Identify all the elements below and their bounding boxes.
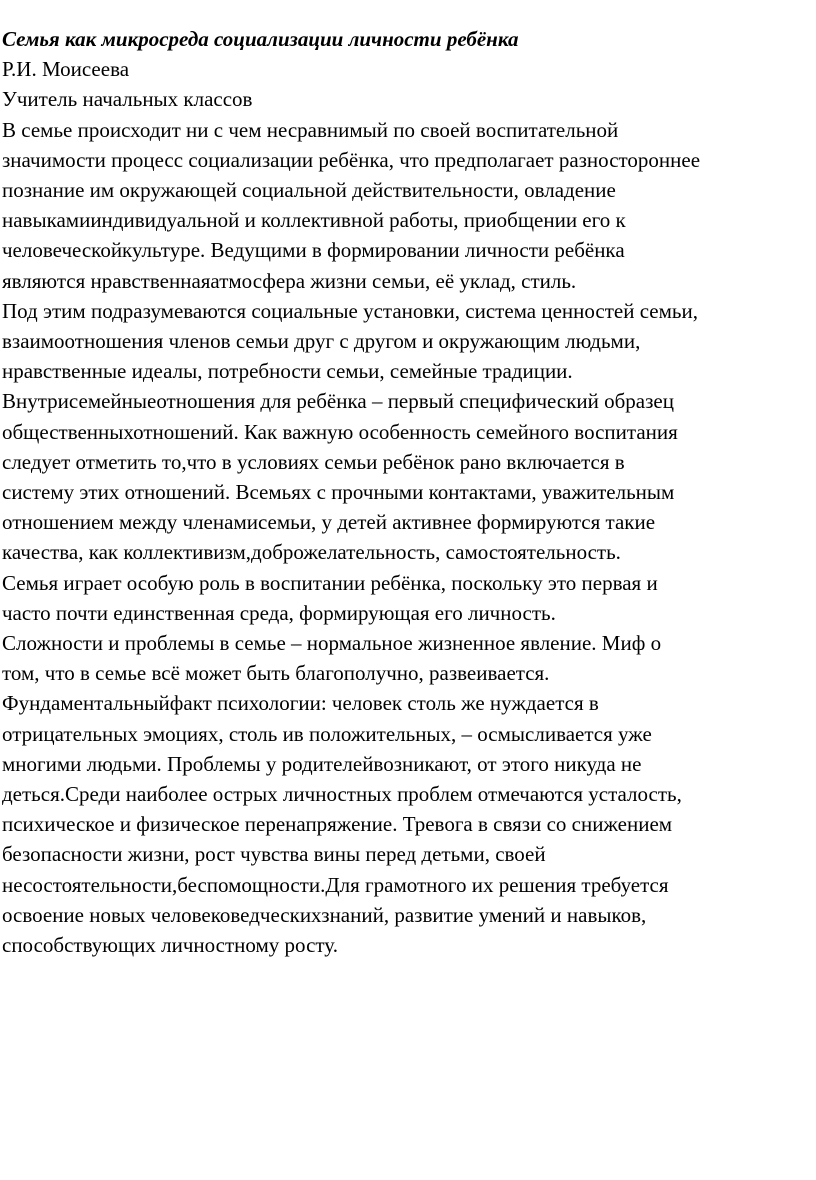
body-line: значимости процесс социализации ребёнка, что предполагает разностороннее xyxy=(2,147,701,172)
body-line: Фундаментальныйфакт психологии: человек столь же нуждается в xyxy=(2,691,599,716)
body-line: В семье происходит ни с чем несравнимый по своей воспитательной xyxy=(2,117,619,142)
body-line: познание им окружающей социальной действительности, овладение xyxy=(2,178,616,203)
body-line: Семья играет особую роль в воспитании ребёнка, поскольку это первая и xyxy=(2,570,658,595)
body-text xyxy=(0,115,816,961)
body-line: Сложности и проблемы в семье – нормальное жизненное явление. Миф о xyxy=(2,631,662,656)
body-line: следует отметить то,что в условиях семьи ребёнок рано включается в xyxy=(2,449,625,474)
body-line: освоение новых человековедческихзнаний, развитие умений и навыков, xyxy=(2,902,647,927)
body-line: отрицательных эмоциях, столь ив положительных, – осмысливается уже xyxy=(2,721,652,746)
body-line: качества, как коллективизм,доброжелательность, самостоятельность. xyxy=(2,540,621,565)
body-line: являются нравственнаяатмосфера жизни семьи, её уклад, стиль. xyxy=(2,268,577,293)
body-line: том, что в семье всё может быть благополучно, развеивается. xyxy=(2,661,550,686)
body-line: Внутрисемейныеотношения для ребёнка – первый специфический образец xyxy=(2,389,674,414)
body-line: отношением между членамисемьи, у детей активнее формируются такие xyxy=(2,510,656,535)
body-line: нравственные идеалы, потребности семьи, семейные традиции. xyxy=(2,359,573,384)
body-line: деться.Среди наиболее острых личностных проблем отмечаются усталость, xyxy=(2,782,682,807)
body-line: человеческойкультуре. Ведущими в формировании личности ребёнка xyxy=(2,238,625,263)
body-line: систему этих отношений. Всемьях с прочными контактами, уважительным xyxy=(2,480,675,505)
author-position: Учитель начальных классов xyxy=(2,87,253,112)
body-line: общественныхотношений. Как важную особенность семейного воспитания xyxy=(2,419,678,444)
document-title: Семья как микросреда социализации личности ребёнка xyxy=(2,27,519,51)
body-line: часто почти единственная среда, формирующая его личность. xyxy=(2,600,556,625)
body-line: несостоятельности,беспомощности.Для грамотного их решения требуется xyxy=(2,872,669,897)
author-name: Р.И. Моисеева xyxy=(2,57,130,82)
document-page xyxy=(0,24,816,960)
body-line: Под этим подразумеваются социальные установки, система ценностей семьи, xyxy=(2,298,698,323)
body-line: способствующих личностному росту. xyxy=(2,933,338,958)
body-line: взаимоотношения членов семьи друг с другом и окружающим людьми, xyxy=(2,329,641,354)
body-line: безопасности жизни, рост чувства вины перед детьми, своей xyxy=(2,842,546,867)
body-line: психическое и физическое перенапряжение. Тревога в связи со снижением xyxy=(2,812,673,837)
body-line: многими людьми. Проблемы у родителейвозникают, от этого никуда не xyxy=(2,751,642,776)
body-line: навыкамииндивидуальной и коллективной работы, приобщении его к xyxy=(2,208,626,233)
